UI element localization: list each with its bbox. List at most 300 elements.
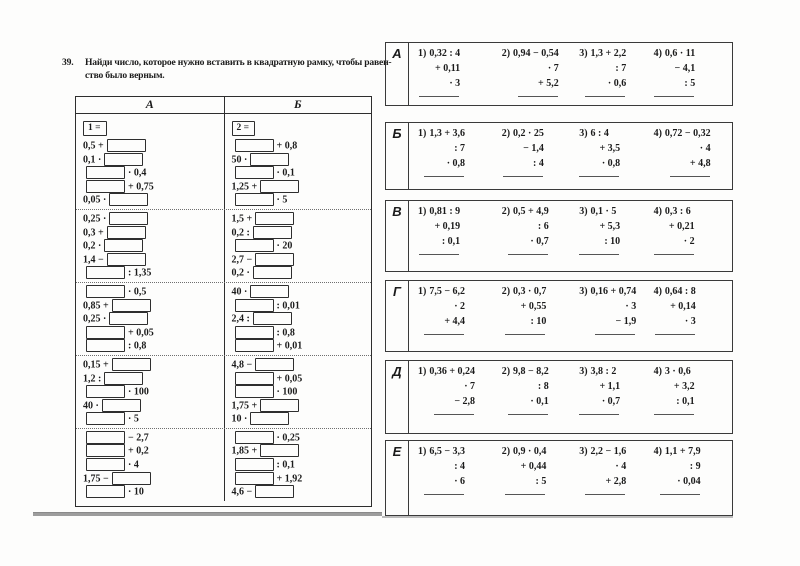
problem-column [418, 126, 502, 189]
block-letter: А [386, 43, 409, 105]
column-header-b: Б [224, 97, 372, 113]
problem-expression: 0,81 : 9 [429, 206, 461, 217]
equation-row [232, 239, 370, 253]
problem-number: 4) [653, 446, 662, 457]
equation-row [83, 166, 222, 180]
table-band [76, 282, 371, 355]
answer-blank-line [419, 94, 459, 97]
problem-first-line [579, 364, 620, 379]
problem-expression: 0,6 · 11 [664, 48, 696, 59]
answer-block-1 [385, 42, 733, 106]
table-band [76, 137, 371, 209]
table-cell [224, 137, 372, 209]
problem-step: + 0,55 [520, 301, 547, 312]
problem [502, 284, 547, 335]
answer-box [86, 412, 125, 425]
answer-blank-line [585, 94, 625, 97]
answer-box [235, 372, 274, 385]
answer-box [86, 166, 125, 179]
problem-column [502, 364, 580, 433]
problem-step: − 2,8 [454, 396, 476, 407]
problem-first-line [579, 444, 626, 459]
problem-step: : 9 [689, 461, 701, 472]
problem-step: − 4,1 [674, 63, 696, 74]
problem-first-line [654, 284, 696, 299]
answer-box [107, 139, 146, 152]
problem-first-line [579, 46, 626, 61]
label-row [76, 114, 371, 137]
answer-blank-line [424, 492, 464, 495]
equation-row [232, 266, 370, 280]
equation-row [232, 166, 370, 180]
equation-text: 0,25 · [83, 213, 107, 225]
equation-row [232, 444, 370, 458]
answer-box [250, 412, 289, 425]
answer-blank-line [595, 332, 635, 335]
answer-box [86, 458, 125, 471]
equation-row [83, 444, 222, 458]
equation-row [232, 326, 370, 340]
problem [418, 126, 465, 177]
answer-box [235, 385, 274, 398]
equation-row [232, 458, 370, 472]
answer-box [109, 193, 148, 206]
problem-first-line [502, 126, 544, 141]
answer-block-2 [385, 122, 733, 190]
answer-box [235, 239, 274, 252]
problem-expression: 0,36 + 0,24 [429, 366, 476, 377]
answer-box [250, 285, 289, 298]
problem-number: 3) [579, 366, 588, 377]
equation-text: + 0,8 [276, 140, 298, 152]
problem [418, 284, 465, 335]
equation-text: 0,3 + [83, 227, 104, 239]
answer-box [255, 358, 294, 371]
equation-row [83, 180, 222, 194]
problem-step: · 4 [615, 461, 627, 472]
table-cell [76, 210, 224, 282]
problem-expression: 0,72 − 0,32 [664, 128, 711, 139]
answer-box [260, 444, 299, 457]
answer-box [104, 239, 143, 252]
problem-number: 4) [653, 128, 662, 139]
problem-step: : 6 [537, 221, 549, 232]
equation-text: + 0,05 [276, 373, 303, 385]
equation-row [83, 458, 222, 472]
instruction-text [85, 56, 391, 82]
problem-first-line [654, 126, 711, 141]
problem-step: + 0,19 [434, 221, 461, 232]
problem-number: 4) [653, 286, 662, 297]
problem [502, 126, 544, 177]
problem [654, 444, 701, 495]
answer-box [86, 444, 125, 457]
equation-row [232, 485, 370, 499]
table-cell [76, 137, 224, 209]
equation-text: · 100 [128, 386, 149, 398]
equation-text: 0,05 · [83, 195, 107, 207]
problem-step: + 3,2 [673, 381, 695, 392]
answer-blank-line [434, 412, 474, 415]
problem-column [502, 284, 580, 351]
problem-number: 3) [579, 206, 588, 217]
equation-row [83, 266, 222, 280]
problem-first-line [579, 204, 620, 219]
problem-step: : 7 [615, 63, 627, 74]
answer-box [235, 472, 274, 485]
problem-first-line [502, 204, 549, 219]
answer-blank-line [508, 252, 548, 255]
equation-text: 0,2 · [83, 240, 102, 252]
answer-box [86, 385, 125, 398]
problem-step: · 3 [684, 316, 696, 327]
problem-number: 2) [501, 128, 511, 139]
answer-blank-line [579, 174, 619, 177]
equation-row [83, 412, 222, 426]
answer-blank-line [424, 174, 464, 177]
answer-blank-line [579, 412, 619, 415]
problem-number: 2) [501, 206, 511, 217]
answer-blank-line [654, 412, 694, 415]
problem [502, 204, 549, 255]
problem-number: 4) [653, 206, 662, 217]
problem-first-line [579, 284, 636, 299]
problem-expression: 6 : 4 [590, 128, 609, 139]
problem [418, 444, 465, 495]
label-cell [224, 114, 372, 137]
equation-text: 50 · [231, 154, 248, 166]
answer-box [255, 212, 294, 225]
problem-expression: 2,2 − 1,6 [590, 446, 627, 457]
answer-box [235, 299, 274, 312]
equation-text: · 5 [128, 413, 139, 425]
answer-box [86, 326, 125, 339]
problem-first-line [579, 126, 620, 141]
answer-blank-line [654, 94, 694, 97]
answer-box [109, 312, 148, 325]
problem-step: + 5,2 [538, 78, 559, 89]
equation-text: 1,5 + [231, 213, 253, 225]
answer-blank-line [655, 332, 695, 335]
problem [502, 364, 549, 415]
table-cell [224, 210, 372, 282]
problem-first-line [654, 364, 695, 379]
problem-column [579, 444, 653, 515]
equation-text: · 0,25 [276, 432, 300, 444]
block-letter: Г [386, 281, 409, 351]
equation-text: · 4 [128, 459, 139, 471]
problem-step: · 3 [625, 301, 637, 312]
table-band [76, 209, 371, 282]
problem-step: : 8 [537, 381, 549, 392]
equation-row [83, 339, 222, 353]
problem [654, 364, 695, 415]
problem-number: 3) [579, 48, 588, 59]
equation-row [232, 299, 370, 313]
answer-box [86, 431, 125, 444]
answer-block-5 [385, 360, 733, 434]
problem-step: + 0,21 [668, 221, 695, 232]
equation-start-label: 2 = [232, 121, 256, 136]
equation-row [232, 339, 370, 353]
problem-first-line [654, 444, 701, 459]
equation-row [232, 312, 370, 326]
problem-number: 4) [653, 48, 662, 59]
equation-row [83, 385, 222, 399]
equation-start-label: 1 = [83, 121, 107, 136]
equation-text: · 0,1 [276, 167, 295, 179]
problem-step: · 0,7 [530, 236, 549, 247]
equation-row [232, 412, 370, 426]
problem-column [654, 364, 728, 433]
equation-row [83, 326, 222, 340]
problem-column [579, 204, 653, 271]
answer-blank-line [505, 332, 545, 335]
table-cell [76, 356, 224, 428]
equation-row [232, 180, 370, 194]
equation-text: 0,85 + [83, 300, 109, 312]
problem-step: : 4 [454, 461, 466, 472]
problem-number: 2) [501, 366, 511, 377]
column-header-a: А [145, 97, 154, 111]
answer-box [112, 472, 151, 485]
equation-text: 1,4 − [83, 254, 104, 266]
problem-step: · 7 [464, 381, 476, 392]
problem-step: · 7 [547, 63, 559, 74]
problem-number: 1) [418, 206, 427, 217]
equation-row [232, 212, 370, 226]
problem-first-line [418, 126, 465, 141]
answer-blank-line [505, 492, 545, 495]
answer-box [235, 431, 274, 444]
problem-expression: 0,16 + 0,74 [590, 286, 637, 297]
equation-text: · 0,5 [128, 286, 147, 298]
equation-text: 0,1 · [83, 154, 102, 166]
equation-row [83, 399, 222, 413]
problem-expression: 1,3 + 2,2 [590, 48, 627, 59]
problem-step: + 5,3 [599, 221, 621, 232]
equation-row [83, 372, 222, 386]
block-letter: Д [386, 361, 409, 433]
problem-step: + 2,8 [605, 476, 627, 487]
problem-first-line [502, 46, 559, 61]
problem [579, 46, 626, 97]
problem-expression: 3,8 : 2 [590, 366, 617, 377]
problem-column [579, 284, 653, 351]
answer-block-4 [385, 280, 733, 352]
equation-row [83, 212, 222, 226]
problem-first-line [418, 444, 465, 459]
problem-expression: 0,64 : 8 [664, 286, 696, 297]
problem-step: · 0,6 [607, 78, 627, 89]
problem-number: 1) [418, 446, 427, 457]
equation-text: 1,25 + [231, 181, 258, 193]
problem-expression: 7,5 − 6,2 [429, 286, 466, 297]
problem [654, 126, 711, 177]
worksheet-table [75, 96, 372, 507]
problem-first-line [418, 46, 460, 61]
equation-row [232, 253, 370, 267]
page-edge-left [33, 512, 382, 516]
answer-box [86, 485, 125, 498]
answer-blank-line [660, 492, 700, 495]
problem-column [654, 204, 728, 271]
equation-row [232, 372, 370, 386]
problem-column [418, 204, 502, 271]
equation-row [232, 472, 370, 486]
equation-text: 4,6 − [231, 486, 253, 498]
equation-row [232, 139, 370, 153]
problem-expression: 0,94 − 0,54 [513, 48, 559, 59]
problem-number: 3) [579, 446, 588, 457]
equation-text: + 0,75 [128, 181, 154, 193]
answer-box [104, 372, 143, 385]
problem [502, 46, 559, 97]
problem-first-line [654, 204, 695, 219]
answer-blank-line [585, 492, 625, 495]
equation-text: : 1,35 [128, 268, 152, 280]
problem-step: · 0,8 [601, 158, 621, 169]
exercise-number: 39. [62, 57, 74, 68]
answer-box [235, 193, 274, 206]
answer-box [104, 153, 143, 166]
problem-step: : 0,1 [676, 396, 695, 407]
problem [579, 126, 620, 177]
problem-step: · 0,8 [446, 158, 466, 169]
answer-box [260, 180, 299, 193]
problem-expression: 0,32 : 4 [429, 48, 461, 59]
problem-step: + 1,1 [599, 381, 621, 392]
problem-expression: 3 · 0,6 [664, 366, 691, 377]
block-body [409, 441, 732, 515]
equation-text: : 0,1 [276, 459, 295, 471]
table-header-row [76, 97, 371, 114]
problem-column [579, 364, 653, 433]
equation-row [83, 139, 222, 153]
problem-number: 3) [579, 128, 588, 139]
equation-text: : 0,8 [276, 327, 295, 339]
problem-step: · 6 [454, 476, 466, 487]
equation-row [83, 285, 222, 299]
equation-text: 1,2 : [83, 373, 102, 385]
answer-blank-line [419, 252, 459, 255]
answer-box [86, 285, 125, 298]
problem-number: 3) [579, 286, 588, 297]
problem-number: 1) [418, 128, 427, 139]
problem-first-line [502, 364, 549, 379]
equation-row [83, 312, 222, 326]
answer-blank-line [503, 174, 543, 177]
problem-first-line [654, 46, 696, 61]
problem-step: · 0,04 [677, 476, 701, 487]
problem-first-line [418, 364, 475, 379]
page-edge-right [382, 516, 733, 518]
equation-row [232, 399, 370, 413]
problem-expression: 0,1 · 5 [590, 206, 617, 217]
answer-blank-line [579, 252, 619, 255]
table-cell [224, 283, 372, 355]
problem-column [502, 46, 580, 105]
problem-step: + 4,4 [444, 316, 466, 327]
equation-text: · 0,4 [128, 167, 147, 179]
block-letter: Б [386, 123, 409, 189]
answer-box [86, 339, 125, 352]
answer-box [253, 266, 292, 279]
problem-column [654, 284, 728, 351]
problem-column [579, 126, 653, 189]
problem-column [654, 46, 728, 105]
answer-box [107, 253, 146, 266]
answer-box [109, 212, 148, 225]
block-letter: Е [386, 441, 409, 515]
problem-expression: 0,3 : 6 [664, 206, 691, 217]
block-body [409, 361, 732, 433]
label-cell [76, 114, 224, 137]
answer-box [260, 399, 299, 412]
block-body [409, 201, 732, 271]
equation-text: 4,8 − [231, 359, 253, 371]
equation-row [83, 431, 222, 445]
answer-block-3 [385, 200, 733, 272]
table-cell [224, 429, 372, 501]
problem-step: · 2 [454, 301, 466, 312]
equation-text: 1,75 − [83, 473, 109, 485]
problem-column [654, 444, 728, 515]
answer-blank-line [508, 412, 548, 415]
problem [579, 364, 620, 415]
problem-column [579, 46, 653, 105]
problem [579, 444, 626, 495]
equation-text: · 10 [128, 486, 144, 498]
problem [579, 284, 636, 335]
problem [654, 204, 695, 255]
table-cell [76, 429, 224, 501]
problem-expression: 0,5 + 4,9 [513, 206, 549, 217]
problem [418, 204, 460, 255]
equation-row [232, 358, 370, 372]
answer-blank-line [424, 332, 464, 335]
problem-step: + 0,44 [520, 461, 547, 472]
answer-blank-line [654, 252, 694, 255]
problem-step: − 1,4 [523, 143, 544, 154]
equation-text: 2,7 − [231, 254, 253, 266]
problem-expression: 1,3 + 3,6 [429, 128, 466, 139]
answer-box [112, 358, 151, 371]
answer-block-6 [385, 440, 733, 516]
equation-text: 0,15 + [83, 359, 109, 371]
problem-step: · 3 [449, 78, 461, 89]
equation-text: + 0,01 [276, 341, 303, 353]
problem-step: + 0,14 [670, 301, 696, 312]
problem-expression: 0,2 · 25 [513, 128, 544, 139]
answer-box [112, 299, 151, 312]
instruction-line-2: ство было верным. [85, 70, 165, 81]
problem-column [502, 444, 580, 515]
equation-text: 0,25 · [83, 313, 107, 325]
equation-row [83, 253, 222, 267]
answer-box [86, 266, 125, 279]
table-cell [224, 356, 372, 428]
equation-row [83, 358, 222, 372]
equation-row [232, 153, 370, 167]
block-body [409, 281, 732, 351]
exercise-instruction [62, 56, 392, 82]
instruction-line-1: Найди число, которое нужно вставить в квадратную рамку, чтобы равен- [85, 57, 392, 68]
block-letter: В [386, 201, 409, 271]
problem-column [418, 364, 502, 433]
problem-step: · 0,1 [530, 396, 549, 407]
equation-text: · 20 [276, 240, 293, 252]
